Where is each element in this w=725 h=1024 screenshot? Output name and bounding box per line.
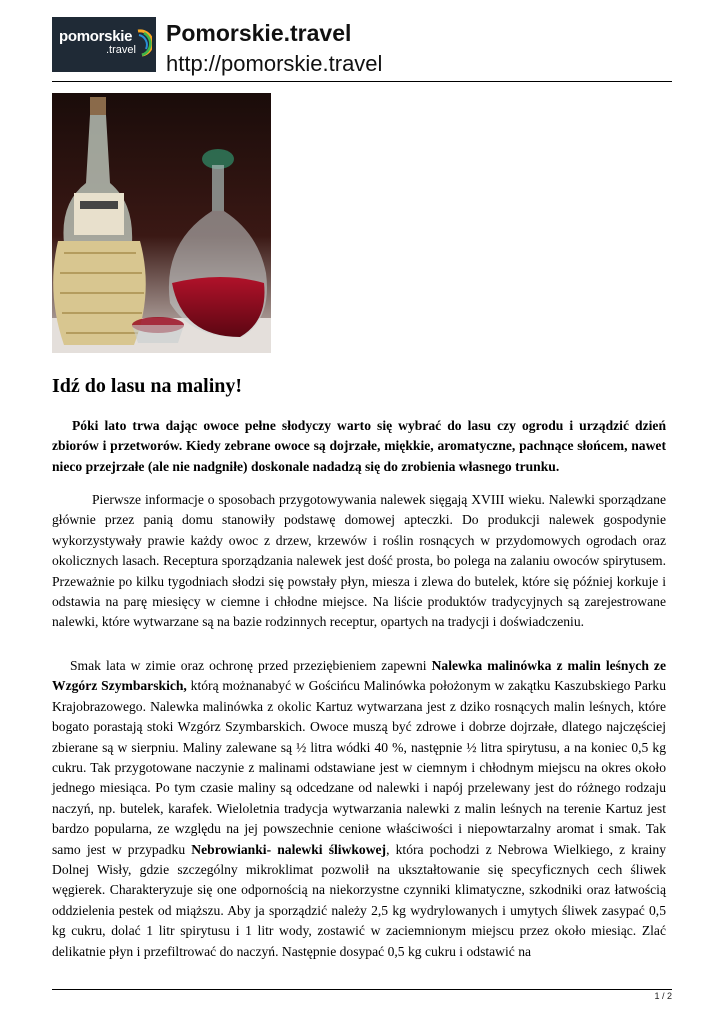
liqueur-bottles-photo	[52, 93, 271, 353]
logo-ring-icon	[136, 29, 152, 57]
paragraph-2-intro: Smak lata w zimie oraz ochronę przed przeziębieniem zapewni	[70, 658, 432, 673]
product-name-malinowka: Nalewka malinówka z malin leśnych ze Wzgórz Szymbarskich,	[52, 658, 666, 694]
article-paragraph-1: Pierwsze informacje o sposobach przygotowywania nalewek sięgają XVIII wieku. Nalewki sporządzane głównie przez panią domu stanowiły podstawę domowej apteczki. Do produkcji nalewek gospodynie wykorzystywały prawie każdy owoc z drzew, krzewów i roślin rosnących w przydomowych ogrodach oraz okolicznych lasach. Receptura sporządzania nalewek jest dość prosta, bo polega na zalaniu owoców spirytusem. Przeważnie po kilku tygodniach słodzi się powstały płyn, miesza i zlewa do butelek, które się później korkuje i odstawia na parę miesięcy w ciemne i chłodne miejsce. Na liście produktów tradycyjnych są zarejestrowane nalewki, które wytwarzane są na bazie rodzinnych receptur, opartych na tradycji i doświadczeniu.	[52, 492, 666, 630]
article-title: Idź do lasu na maliny!	[52, 375, 243, 397]
paragraph-2-ending: , która pochodzi z Nebrowa Wielkiego, z krainy Dolnej Wisły, gdzie szczególny mikroklimat pozwolił na ukształtowanie się specyficznych cech śliwek węgierek. Charakteryzuje się one odpornością na niekorzystne czynniki klimatyczne, szkodniki oraz łatwością oddzielenia pestek od miąższu. Aby ja sporządzić należy 2,5 kg wydrylowanych i umytych śliwek zasypać 0,5 kg cukru, dolać 1 litr spirytusu i 1 litr wody, zostawić w zaciemnionym miejscu przez około miesiąc. Zlać delikatnie płyn i przefiltrować do naczyń. Następnie dosypać 0,5 kg cukru i odstawić na	[52, 841, 667, 959]
logo-subtext: .travel	[106, 44, 136, 56]
page-number: 1 / 2	[654, 991, 672, 1001]
pomorskie-logo[interactable]	[52, 17, 156, 72]
article-paragraph-2	[52, 656, 666, 962]
page-header	[52, 16, 672, 82]
product-name-nebrowianka: Nebrowianki- nalewki śliwkowej	[191, 841, 387, 857]
article-lead: Póki lato trwa dając owoce pełne słodyczy warto się wybrać do lasu czy ogrodu i urządzić dzień zbiorów i przetworów. Kiedy zebrane owoce są dojrzałe, miękkie, aromatyczne, pachnące słońcem, nawet nieco przejrzałe (ale nie nadgniłe) doskonale nadadzą się do zrobienia własnego trunku.	[52, 418, 666, 474]
site-title: Pomorskie.travel	[166, 20, 352, 46]
footer-divider	[52, 989, 672, 990]
paragraph-2-body: którą możnanabyć w Gościńcu Malinówka położonym w zakątku Kaszubskiego Parku Krajobrazowego. Nalewka malinówka z okolic Kartuz wytwarzana jest z dziko rosnących malin leśnych, które bogato porastają stoki Wzgórz Szymbarskich. Owoce muszą być zdrowe i dobrze dojrzałe, dlatego najczęściej zbierane są w sierpniu. Maliny zalewane są ½ litra wódki 40 %, następnie ½ litra spirytusu, a na koniec 0,5 kg cukru. Tak przygotowane naczynie z malinami odstawiane jest w ciemnym i chłodnym miejscu na okres około jednego miesiąca. Po tym czasie maliny są odcedzane od nalewki i napój przelewany jest do różnego rodzaju naczyń, np. butelek, karafek. Wieloletnia tradycja wytwarzania nalewki z malin leśnych na terenie Kartuz jest bardzo popularna, ze względu na jej powszechnie cenione właściwości i niepowtarzalny aromat i smak. Tak samo jest w przypadku	[52, 678, 666, 857]
header-divider	[52, 81, 672, 82]
site-url[interactable]: http://pomorskie.travel	[166, 51, 383, 76]
logo-text: pomorskie	[59, 28, 133, 45]
